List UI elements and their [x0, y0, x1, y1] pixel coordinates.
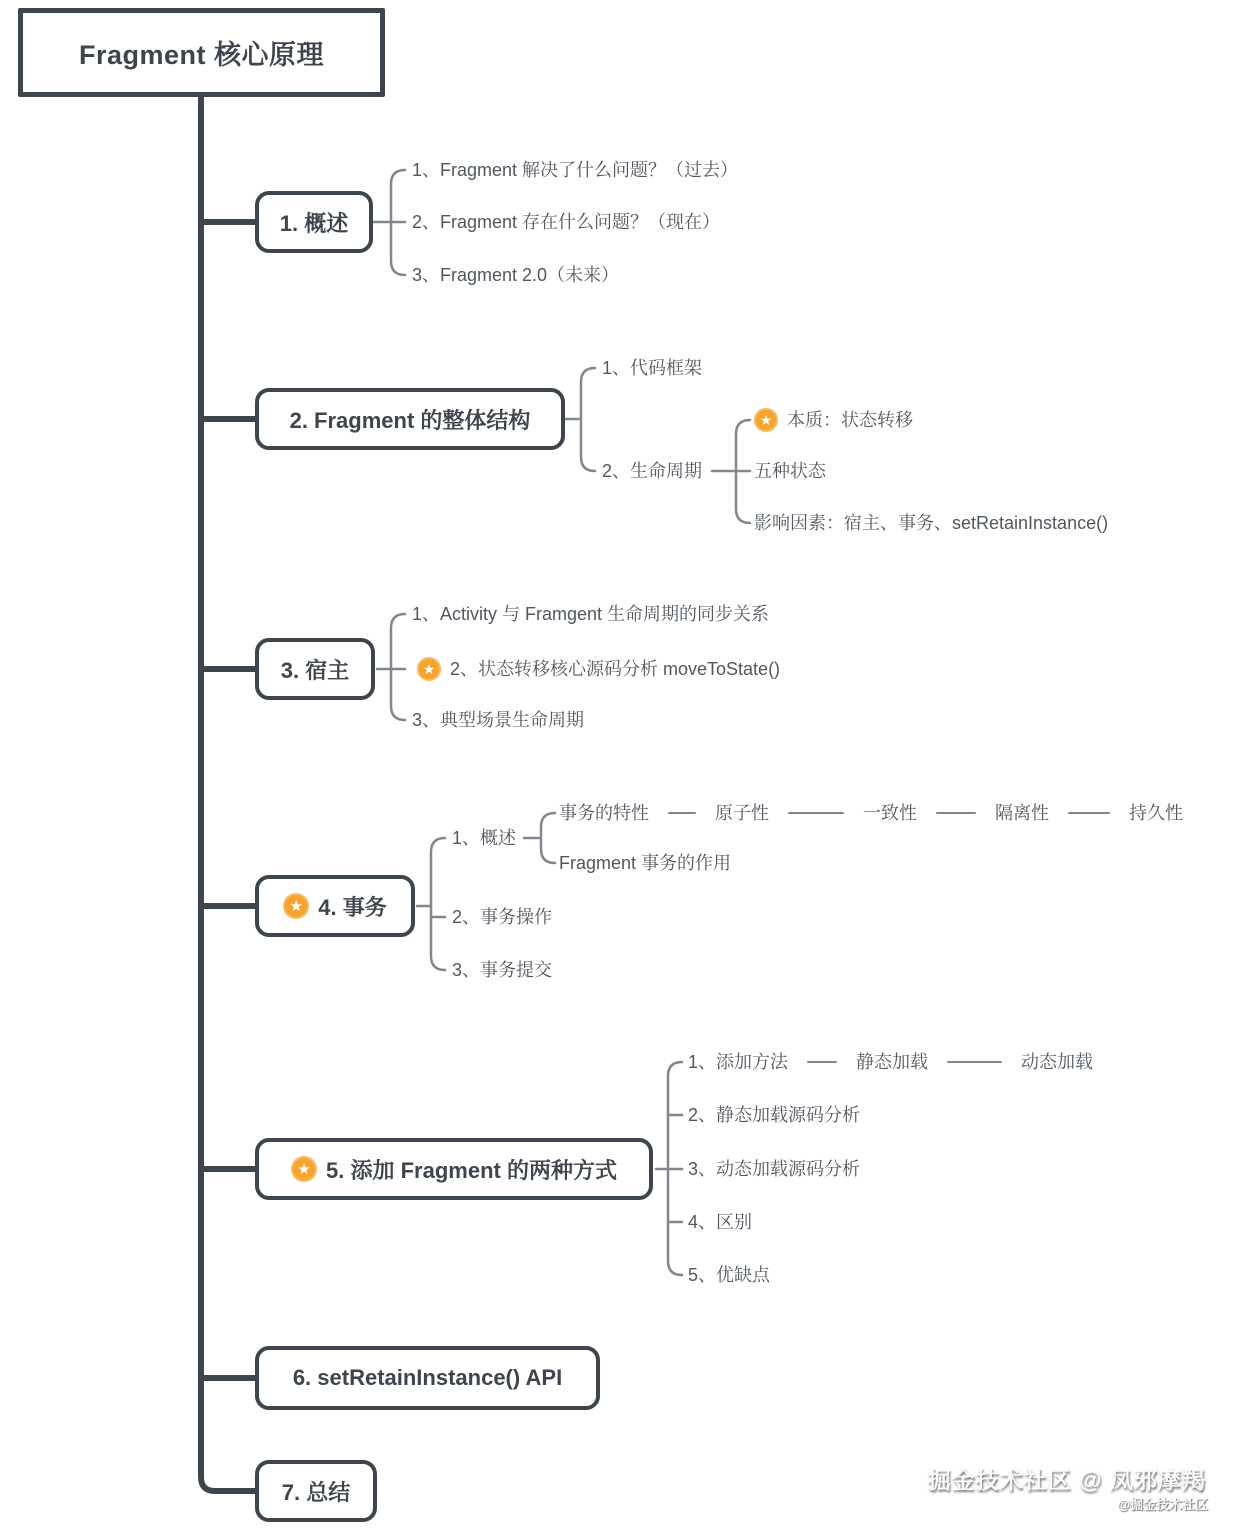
node-label: 3、事务提交 [452, 960, 553, 980]
chain-connector [788, 812, 844, 815]
chain-node[interactable]: 隔离性 [995, 803, 1049, 823]
branch-label-1: 1. 概述 [279, 210, 349, 236]
node-1-1[interactable] [412, 157, 738, 183]
branch-label-4: 4. 事务 [318, 894, 387, 920]
node-3-1[interactable] [412, 601, 769, 627]
star-icon: ★ [754, 408, 778, 432]
node-1-3[interactable] [412, 262, 619, 288]
node-label: 1、Fragment 解决了什么问题？（过去） [412, 160, 739, 180]
chain-node[interactable]: 原子性 [715, 803, 769, 823]
node-5-3[interactable] [688, 1156, 860, 1182]
branch-node-7[interactable] [255, 1460, 377, 1522]
chain-connector [668, 812, 696, 815]
branch-label-2: 2. Fragment 的整体结构 [289, 407, 531, 433]
node-label: Fragment 事务的作用 [559, 853, 732, 873]
node-4-1-1-chain[interactable] [559, 800, 1183, 826]
node-3-3[interactable] [412, 707, 584, 733]
chain-node[interactable]: 静态加载 [856, 1052, 929, 1072]
node-2-2[interactable] [602, 458, 702, 484]
node-label: 1、代码框架 [602, 358, 703, 378]
chain-connector [947, 1061, 1002, 1064]
root-node[interactable] [18, 8, 385, 97]
star-icon: ★ [291, 1156, 317, 1182]
node-label: 3、动态加载源码分析 [688, 1159, 861, 1179]
branch-node-2[interactable] [255, 388, 565, 450]
chain-connector [807, 1061, 837, 1064]
node-3-2[interactable] [417, 656, 780, 682]
node-4-3[interactable] [452, 957, 552, 983]
node-label: 本质：状态转移 [787, 410, 913, 430]
watermark-main: 掘金技术社区 @ 凤邪摩羯 [927, 1467, 1206, 1493]
branch-label-5: 5. 添加 Fragment 的两种方式 [326, 1157, 617, 1183]
node-label: 2、静态加载源码分析 [688, 1105, 861, 1125]
node-label: 3、Fragment 2.0（未来） [412, 265, 620, 285]
node-5-1-chain[interactable] [688, 1049, 1093, 1075]
node-label: 2、事务操作 [452, 907, 553, 927]
node-2-2-3[interactable] [754, 510, 1108, 536]
node-5-4[interactable] [688, 1209, 752, 1235]
node-5-5[interactable] [688, 1262, 770, 1288]
chain-connector [936, 812, 976, 815]
chain-node[interactable]: 持久性 [1129, 803, 1183, 823]
node-2-1[interactable] [602, 355, 702, 381]
node-4-1[interactable] [452, 825, 516, 851]
node-label: 2、生命周期 [602, 461, 703, 481]
branch-label-7: 7. 总结 [281, 1479, 351, 1505]
node-label: 5、优缺点 [688, 1265, 771, 1285]
watermark-sub: @掘金技术社区 [1117, 1497, 1208, 1512]
node-label: 事务的特性 [559, 803, 649, 823]
node-label: 2、Fragment 存在什么问题？（现在） [412, 212, 721, 232]
branch-node-1[interactable] [255, 191, 373, 253]
node-label: 3、典型场景生命周期 [412, 710, 585, 730]
chain-node[interactable]: 动态加载 [1021, 1052, 1094, 1072]
star-icon: ★ [283, 893, 309, 919]
node-2-2-1[interactable] [754, 407, 913, 433]
star-icon: ★ [417, 657, 441, 681]
branch-node-4[interactable] [255, 875, 415, 937]
chain-connector [1068, 812, 1110, 815]
node-label: 4、区别 [688, 1212, 753, 1232]
node-label: 1、Activity 与 Framgent 生命周期的同步关系 [412, 604, 770, 624]
node-5-2[interactable] [688, 1102, 860, 1128]
branch-node-5[interactable] [255, 1138, 653, 1200]
node-label: 1、添加方法 [688, 1052, 789, 1072]
node-1-2[interactable] [412, 209, 720, 235]
node-label: 影响因素：宿主、事务、setRetainInstance() [754, 513, 1109, 533]
branch-label-3: 3. 宿主 [280, 657, 350, 683]
node-label: 2、状态转移核心源码分析 moveToState() [450, 659, 781, 679]
root-title: Fragment 核心原理 [78, 40, 325, 70]
branch-label-6: 6. setRetainInstance() API [292, 1365, 563, 1390]
node-2-2-2[interactable] [754, 458, 826, 484]
node-label: 五种状态 [754, 461, 826, 481]
branch-node-6[interactable] [255, 1346, 600, 1410]
branch-node-3[interactable] [255, 638, 375, 700]
chain-node[interactable]: 一致性 [863, 803, 917, 823]
node-4-1-2[interactable] [559, 850, 731, 876]
node-4-2[interactable] [452, 904, 552, 930]
node-label: 1、概述 [452, 828, 517, 848]
